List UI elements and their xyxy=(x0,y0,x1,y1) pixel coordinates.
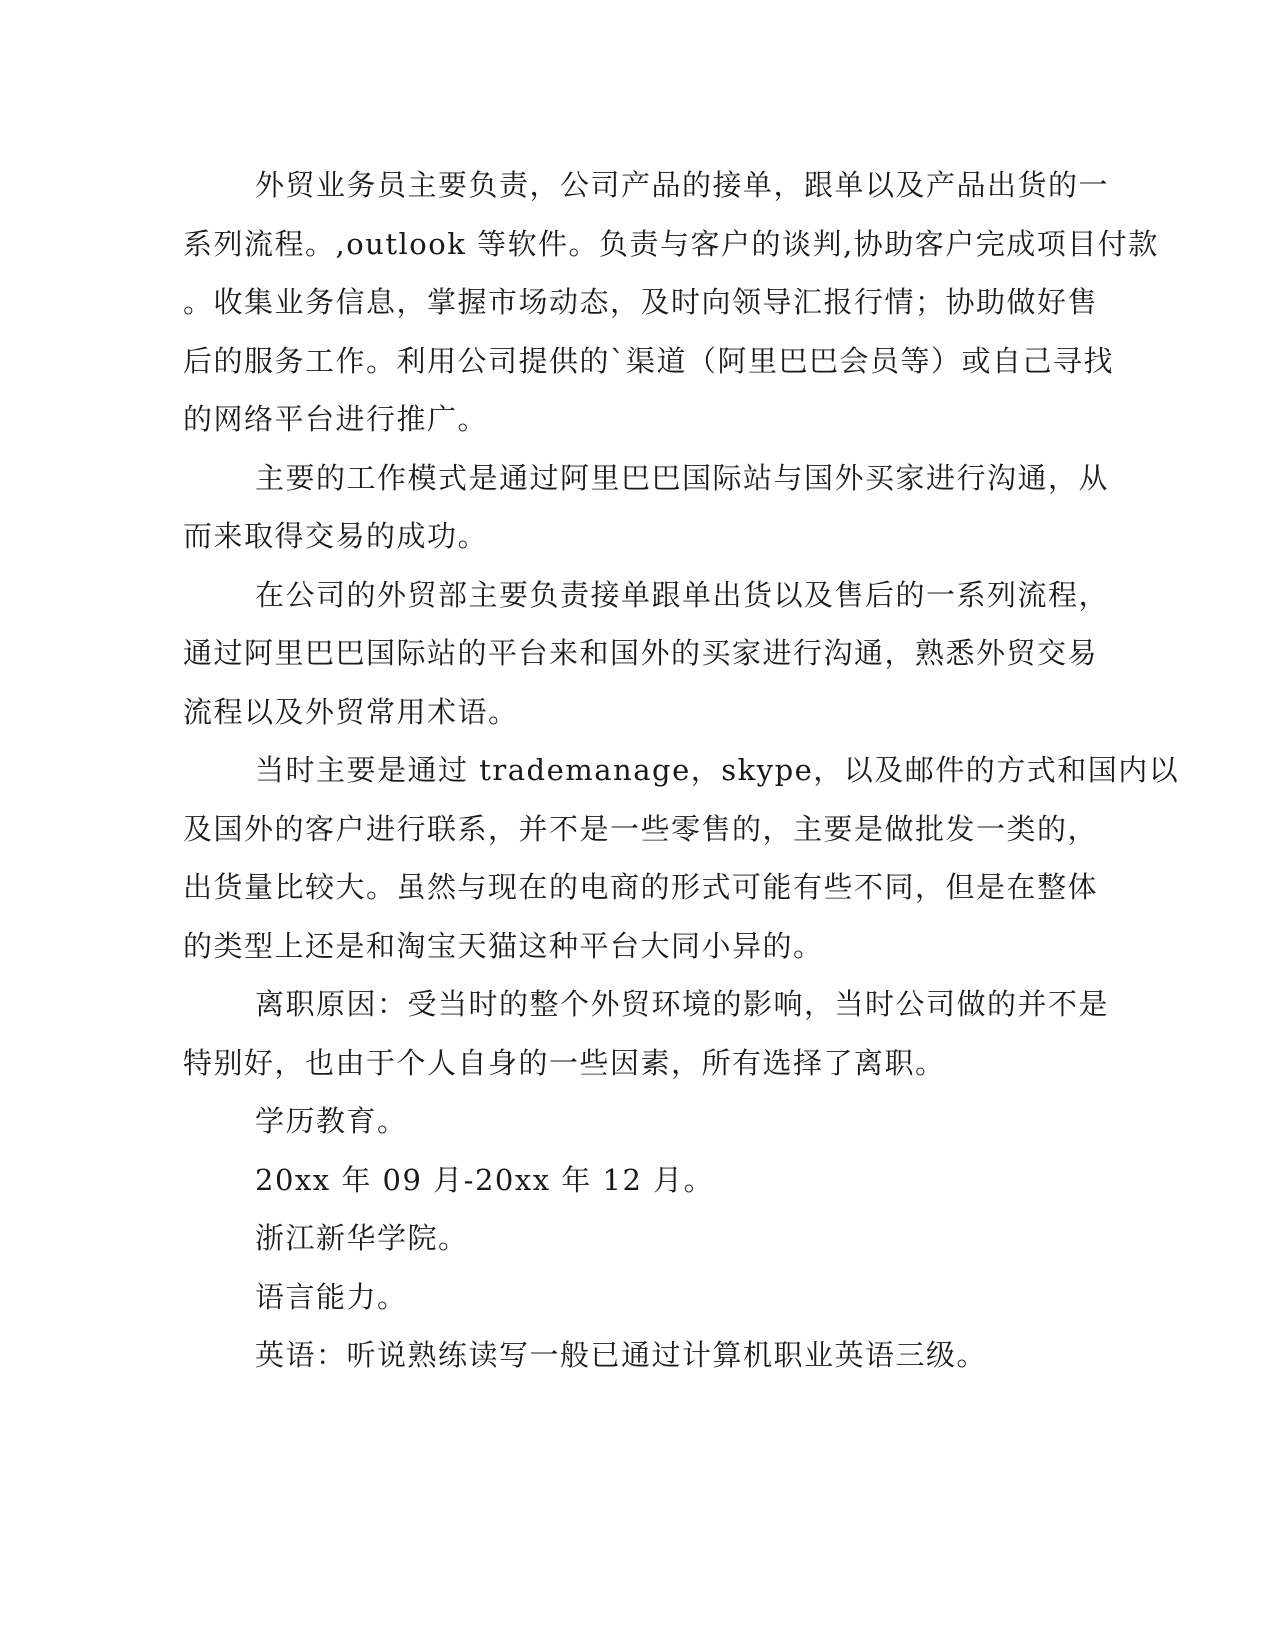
paragraph-leaving-reason xyxy=(183,975,1110,1092)
text-line: 当时主要是通过 trademanage，skype，以及邮件的方式和国内以 xyxy=(255,753,1180,787)
text-line: 流程以及外贸常用术语。 xyxy=(183,694,519,729)
text-line: 后的服务工作。利用公司提供的`渠道（阿里巴巴会员等）或自己寻找 xyxy=(183,343,1115,378)
text-line: 主要的工作模式是通过阿里巴巴国际站与国外买家进行沟通，从 xyxy=(255,460,1110,495)
language-heading: 语言能力。 xyxy=(255,1279,408,1314)
language-english: 英语：听说熟练读写一般已通过计算机职业英语三级。 xyxy=(255,1338,988,1372)
text-line: 外贸业务员主要负责，公司产品的接单，跟单以及产品出货的一 xyxy=(255,168,1110,202)
education-school: 浙江新华学院。 xyxy=(255,1221,469,1255)
paragraph-communication-tools xyxy=(183,741,1180,975)
text-line: 而来取得交易的成功。 xyxy=(183,519,489,553)
text-line: 的网络平台进行推广。 xyxy=(183,402,489,436)
text-line: 特别好，也由于个人自身的一些因素，所有选择了离职。 xyxy=(183,1045,946,1080)
text-line: 及国外的客户进行联系，并不是一些零售的，主要是做批发一类的， xyxy=(183,811,1099,846)
text-line: 。收集业务信息，掌握市场动态，及时向领导汇报行情；协助做好售 xyxy=(183,285,1099,319)
text-line: 离职原因：受当时的整个外贸环境的影响，当时公司做的并不是 xyxy=(255,987,1110,1021)
text-line: 出货量比较大。虽然与现在的电商的形式可能有些不同，但是在整体 xyxy=(183,870,1099,904)
document-body xyxy=(183,156,1180,1385)
text-line: 系列流程。,outlook 等软件。负责与客户的谈判,协助客户完成项目付款 xyxy=(183,226,1159,261)
education-heading: 学历教育。 xyxy=(255,1104,408,1138)
education-period: 20xx 年 09 月-20xx 年 12 月。 xyxy=(255,1162,715,1197)
paragraph-department-duties xyxy=(183,566,1110,742)
text-line: 通过阿里巴巴国际站的平台来和国外的买家进行沟通，熟悉外贸交易 xyxy=(183,636,1099,670)
paragraph-job-duties xyxy=(183,156,1159,449)
paragraph-work-mode xyxy=(183,449,1110,566)
text-line: 的类型上还是和淘宝天猫这种平台大同小异的。 xyxy=(183,928,824,963)
text-line: 在公司的外贸部主要负责接单跟单出货以及售后的一系列流程， xyxy=(255,577,1110,612)
